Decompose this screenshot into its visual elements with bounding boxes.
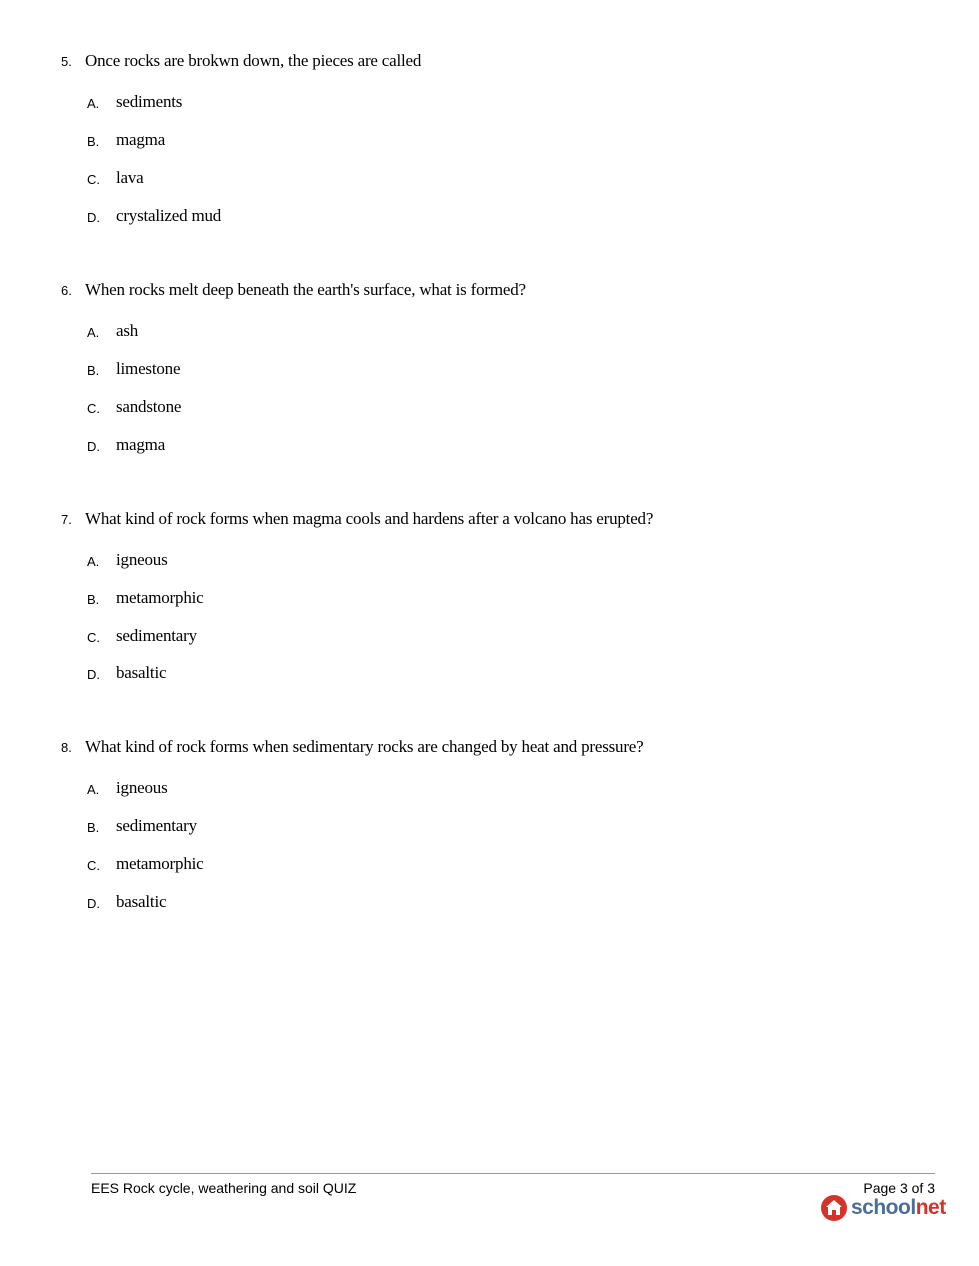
choice-5b — [0, 130, 600, 164]
choice-8b — [0, 816, 600, 850]
choice-text: igneous — [116, 550, 168, 569]
choice-text: ash — [116, 321, 139, 340]
choice-letter: C. — [87, 858, 100, 873]
choice-7b — [0, 588, 600, 622]
choice-8a — [0, 778, 600, 812]
choice-text: lava — [116, 168, 144, 187]
logo-wordmark — [851, 1196, 946, 1220]
footer-divider — [91, 1173, 935, 1174]
choice-6c — [0, 397, 600, 431]
question-number: 5. — [61, 54, 72, 69]
choice-text: basaltic — [116, 892, 167, 911]
footer-quiz-title: EES Rock cycle, weathering and soil QUIZ — [91, 1180, 357, 1196]
question-text: What kind of rock forms when sedimentary rocks are changed by heat and pressure? — [85, 737, 644, 756]
schoolnet-logo — [820, 1194, 946, 1222]
question-number: 8. — [61, 740, 72, 755]
choice-letter: A. — [87, 96, 100, 111]
choice-8d — [0, 892, 600, 926]
choice-letter: D. — [87, 896, 100, 911]
choice-letter: D. — [87, 210, 100, 225]
choice-text: sedimentary — [116, 816, 197, 835]
choice-5a — [0, 92, 600, 126]
choice-text: metamorphic — [116, 854, 204, 873]
choice-letter: B. — [87, 134, 100, 149]
choice-text: sandstone — [116, 397, 182, 416]
choice-text: basaltic — [116, 663, 167, 682]
choice-letter: C. — [87, 630, 100, 645]
choice-5d — [0, 206, 600, 240]
choice-7d — [0, 663, 600, 697]
choice-letter: C. — [87, 401, 100, 416]
footer-page-number: Page 3 of 3 — [863, 1180, 935, 1196]
choice-letter: D. — [87, 439, 100, 454]
choice-text: metamorphic — [116, 588, 204, 607]
choice-7a — [0, 550, 600, 584]
choice-8c — [0, 854, 600, 888]
choice-letter: B. — [87, 592, 100, 607]
logo-wordmark-net: net — [915, 1196, 946, 1219]
choice-text: igneous — [116, 778, 168, 797]
choice-text: magma — [116, 435, 166, 454]
question-text: What kind of rock forms when magma cools and hardens after a volcano has erupted? — [85, 509, 654, 528]
choice-letter: A. — [87, 325, 100, 340]
choice-6b — [0, 359, 600, 393]
choice-5c — [0, 168, 600, 202]
choice-6d — [0, 435, 600, 469]
question-text: Once rocks are brokwn down, the pieces are called — [85, 51, 422, 70]
choice-letter: C. — [87, 172, 100, 187]
choice-6a — [0, 321, 600, 355]
choice-letter: D. — [87, 667, 100, 682]
question-number: 7. — [61, 512, 72, 527]
choice-letter: A. — [87, 782, 100, 797]
house-icon — [820, 1194, 848, 1222]
question-number: 6. — [61, 283, 72, 298]
choice-text: magma — [116, 130, 166, 149]
choice-text: crystalized mud — [116, 206, 222, 225]
choice-letter: B. — [87, 820, 100, 835]
question-text: When rocks melt deep beneath the earth's surface, what is formed? — [85, 280, 526, 299]
choice-text: sediments — [116, 92, 183, 111]
choice-text: limestone — [116, 359, 181, 378]
logo-wordmark-school: school — [851, 1196, 916, 1219]
choice-7c — [0, 626, 600, 660]
choice-letter: B. — [87, 363, 100, 378]
choice-letter: A. — [87, 554, 100, 569]
choice-text: sedimentary — [116, 626, 197, 645]
